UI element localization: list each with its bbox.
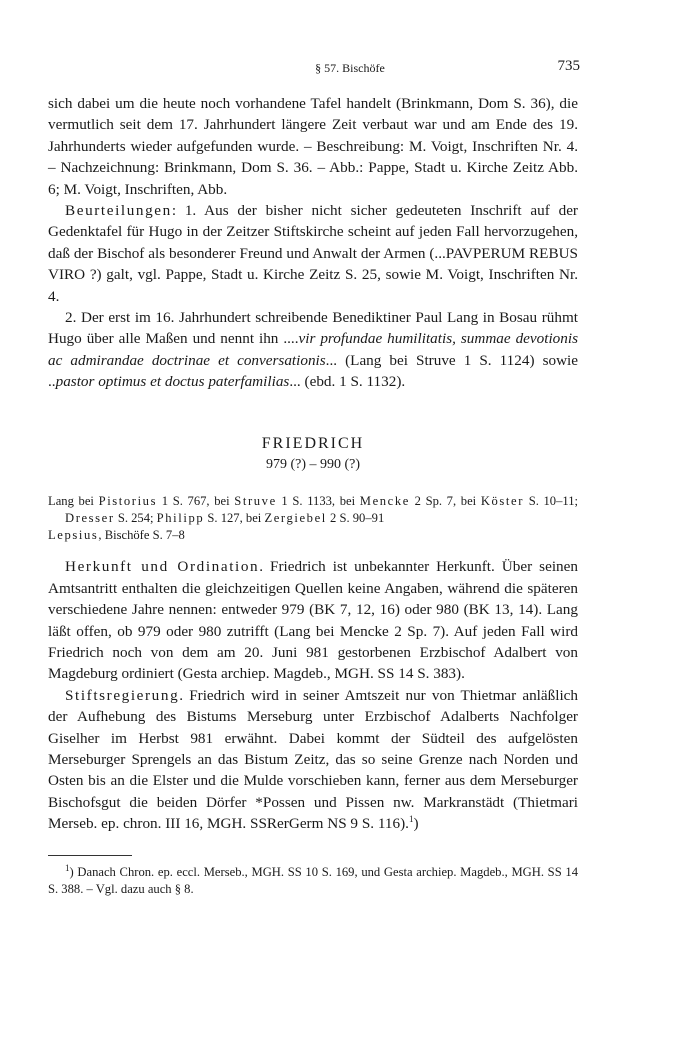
footnote-divider [48, 855, 132, 856]
entry-name: FRIEDRICH [261, 434, 365, 452]
lit-text: S. 10–11; [524, 493, 579, 508]
beurteilungen-paragraph-2 [48, 307, 578, 393]
page-body [48, 93, 578, 898]
lit-author: Köster [480, 493, 525, 508]
lit-author: Dresser [65, 510, 115, 525]
lit-text: 2 S. 90–91 [326, 510, 385, 525]
latin-quote-2: pastor optimus et doctus paterfamilias [55, 373, 290, 391]
entry-dates: 979 (?) – 990 (?) [265, 456, 361, 472]
lit-text: S. 127, bei [204, 510, 265, 525]
literature-row-2 [48, 527, 578, 544]
lit-text: 1 S. 767, bei [157, 493, 235, 508]
beurteilungen-text-2b: ... (Lang bei Struve 1 S. 1124) sowie .. [48, 351, 578, 391]
lit-author: Struve [234, 493, 277, 508]
lit-author: Mencke [359, 493, 410, 508]
stiftsregierung-text: . Friedrich wird in seiner Amtszeit nur von Thietmar anläßlich der Aufhebung des Bistums Merseburg unter Erzbischof Adalberts Nachfolger Giselher im Herbst 981 erwähnt. Dabei kommt der Südteil des aufgelösten Merseburger Sprengels an das Bistum Zeitz, das so seine Grenze nach Norden und Osten bis an die Elster und die Mulde vorschieben kann, ferner aus dem Merseburger Bischofsgut die beiden Dörfer *Possen und Pissen nw. Markranstädt (Thietmari Merseb. ep. chron. III 16, MGH. SSRerGerm NS 9 S. 116). [48, 686, 578, 833]
latin-quote-1: vir profundae humilitatis, summae devotionis ac admirandae doctrinae et conversationis [48, 330, 579, 369]
stiftsregierung-paragraph [48, 685, 578, 835]
herkunft-text: . Friedrich ist unbekannter Herkunft. Über seinen Amtsantritt enthalten die gleichzeitigen Quellen keine Angaben, während die späteren verschiedene Jahre nennen: entweder 979 (BK 7, 12, 16) oder 980 (BK 13, 14). Lang läßt offen, ob 979 oder 980 zutrifft (Lang bei Mencke 2 Sp. 7). Auf jeden Fall wird Friedrich noch von dem am 20. Juni 981 gestorbenen Erzbischof Adalbert von Magdeburg ordiniert (Gesta archiep. Magdeb., MGH. SS 14 S. 383). [48, 558, 578, 683]
page-number: 735 [557, 58, 580, 74]
lit-author: Zergiebel [264, 510, 327, 525]
entry-heading [48, 433, 578, 475]
lit-text: 2 Sp. 7, bei [409, 493, 481, 508]
lit-text: S. 254; [114, 510, 157, 525]
lit-author: Lepsius [48, 528, 99, 543]
herkunft-label: Herkunft und Ordination [65, 558, 260, 576]
literature-block [48, 493, 578, 545]
lit-author: Philipp [156, 510, 205, 525]
intro-paragraph: sich dabei um die heute noch vorhandene Tafel handelt (Brinkmann, Dom S. 36), die vermutlich seit dem 17. Jahrhundert längere Zeit verbaut war und am Ende des 19. Jahrhunderts wieder aufgefunden wurde. – Beschreibung: M. Voigt, Inschriften Nr. 4. – Nachzeichnung: Brinkmann, Dom S. 36. – Abb.: Pappe, Stadt u. Kirche Zeitz Abb. 6; M. Voigt, Inschriften, Abb. [48, 95, 578, 198]
stiftsregierung-label: Stiftsregierung [65, 686, 180, 704]
lit-text: 1 S. 1133, bei [276, 493, 360, 508]
lit-text: , Bischöfe S. 7–8 [98, 528, 185, 543]
beurteilungen-text-2a: 2. Der erst im 16. Jahrhundert schreibende Benediktiner Paul Lang in Bosau rühmt Hugo über alle Maßen und nennt ihn .... [48, 309, 578, 348]
footnote [48, 864, 578, 899]
footnote-reference[interactable]: 1 [408, 814, 414, 825]
beurteilungen-paragraph-1 [48, 200, 578, 307]
lit-author: Pistorius [98, 493, 158, 508]
running-header [0, 58, 700, 78]
literature-row-1 [48, 493, 578, 527]
herkunft-paragraph [48, 556, 578, 684]
beurteilungen-text-2c: ... (ebd. 1 S. 1132). [289, 373, 406, 391]
footnote-marker: 1 [65, 862, 70, 873]
footnote-reference-close: ) [413, 815, 419, 833]
lit-text: Lang bei [48, 493, 99, 508]
section-title: § 57. Bischöfe [315, 61, 385, 75]
footnote-text: ) Danach Chron. ep. eccl. Merseb., MGH. SS 10 S. 169, und Gesta archiep. Magdeb., MGH. SS 14 S. 388. – Vgl. dazu auch § 8. [48, 864, 578, 896]
beurteilungen-text-1: : 1. Aus der bisher nicht sicher gedeuteten Inschrift auf der Gedenktafel für Hugo in der Zeitzer Stiftskirche scheint auf jeden Fall hervorzugehen, daß der Bischof als besonderer Freund und Anwalt der Armen (...PAVPERUM REBUS VIRO ?) galt, vgl. Pappe, Stadt u. Kirche Zeitz S. 25, sowie M. Voigt, Inschriften Nr. 4. [48, 202, 578, 305]
beurteilungen-label: Beurteilungen [65, 202, 172, 220]
